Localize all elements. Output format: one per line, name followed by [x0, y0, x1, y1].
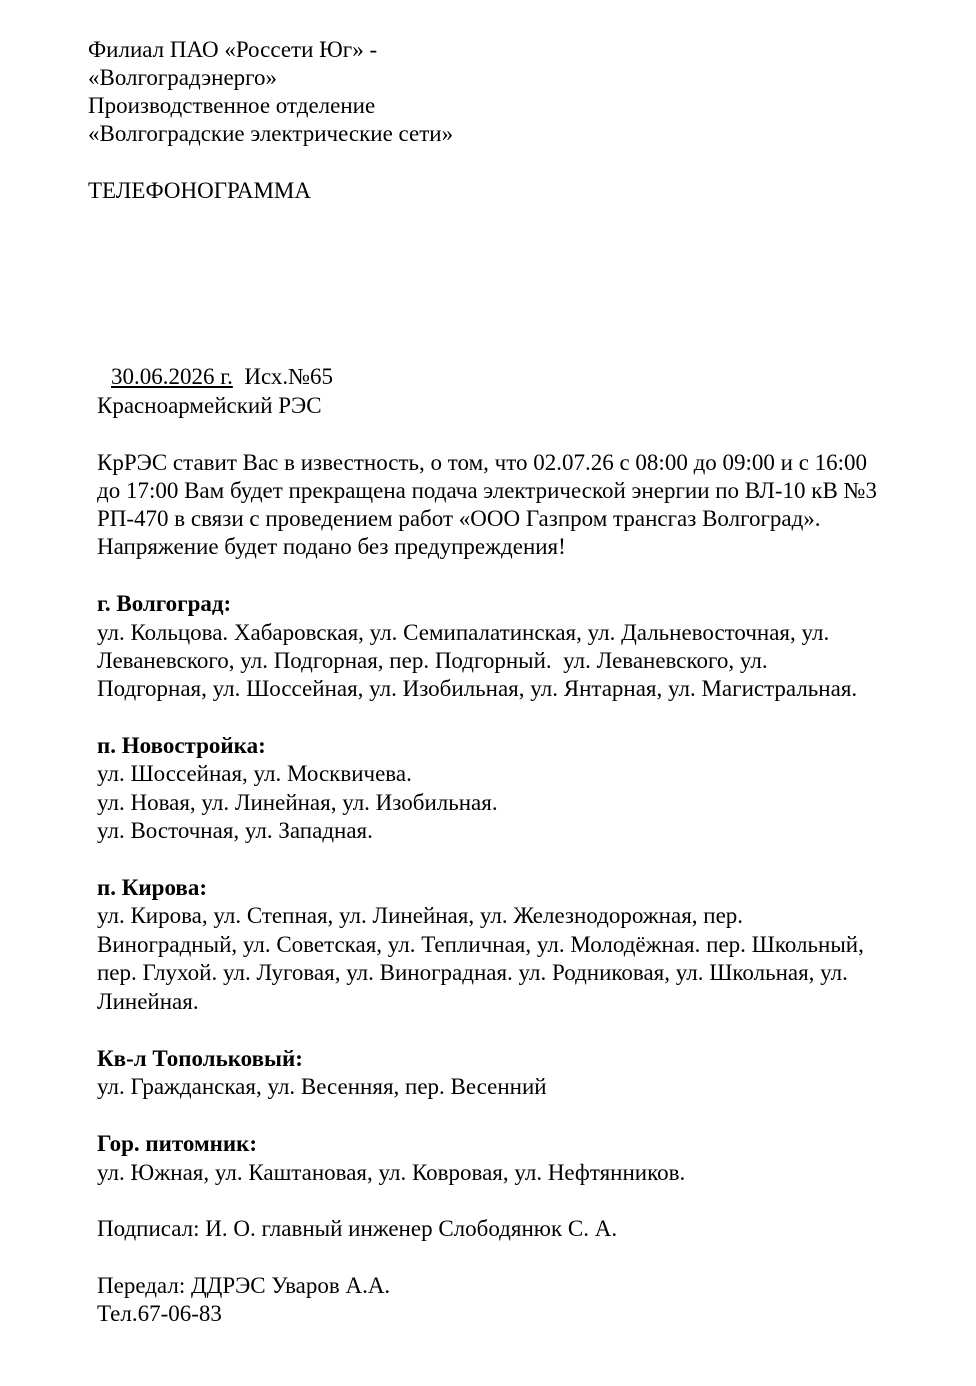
street-list-line: Леваневского, ул. Подгорная, пер. Подгорный. ул. Леваневского, ул.	[97, 648, 768, 673]
org-line-2: «Волгоградэнерго»	[88, 65, 278, 90]
street-list-line: Линейная.	[97, 989, 199, 1014]
org-line-3: Производственное отделение	[88, 93, 376, 118]
section-title-volgograd: г. Волгоград:	[97, 591, 232, 616]
signature-line: Подписал: И. О. главный инженер Слободянюк С. А.	[97, 1216, 618, 1241]
section-title-topolkovy: Кв-л Топольковый:	[97, 1046, 303, 1071]
sender-line: Передал: ДДРЭС Уваров А.А.	[97, 1273, 391, 1298]
street-list-line: Подгорная, ул. Шоссейная, ул. Изобильная, ул. Янтарная, ул. Магистральная.	[97, 676, 858, 701]
org-line-4: «Волгоградские электрические сети»	[88, 121, 454, 146]
street-list-line: ул. Южная, ул. Каштановая, ул. Ковровая, ул. Нефтянников.	[97, 1160, 686, 1185]
street-list-line: ул. Шоссейная, ул. Москвичева.	[97, 761, 412, 786]
recipient: Красноармейский РЭС	[97, 393, 322, 418]
section-title-novostroyka: п. Новостройка:	[97, 733, 266, 758]
message-line: РП-470 в связи с проведением работ «ООО Газпром трансгаз Волгоград».	[97, 506, 821, 531]
section-title-kirova: п. Кирова:	[97, 875, 207, 900]
document-type: ТЕЛЕФОНОГРАММА	[88, 178, 311, 203]
document-date: 30.06.2026 г.	[111, 364, 233, 389]
phone-line: Тел.67-06-83	[97, 1301, 222, 1326]
message-line: Напряжение будет подано без предупреждения!	[97, 534, 566, 559]
street-list-line: ул. Восточная, ул. Западная.	[97, 818, 373, 843]
street-list-line: ул. Кольцова. Хабаровская, ул. Семипалатинская, ул. Дальневосточная, ул.	[97, 620, 830, 645]
street-list-line: Виноградный, ул. Советская, ул. Тепличная, ул. Молодёжная. пер. Школьный,	[97, 932, 864, 957]
document-number: Исх.№65	[244, 364, 334, 389]
org-line-1: Филиал ПАО «Россети Юг» -	[88, 37, 378, 62]
street-list-line: пер. Глухой. ул. Луговая, ул. Виноградная. ул. Родниковая, ул. Школьная, ул.	[97, 960, 848, 985]
message-line: до 17:00 Вам будет прекращена подача электрической энергии по ВЛ-10 кВ №3	[97, 478, 877, 503]
message-line: КрРЭС ставит Вас в известность, о том, что 02.07.26 с 08:00 до 09:00 и с 16:00	[97, 450, 868, 475]
street-list-line: ул. Кирова, ул. Степная, ул. Линейная, ул. Железнодорожная, пер.	[97, 903, 744, 928]
section-title-pitomnik: Гор. питомник:	[97, 1131, 258, 1156]
street-list-line: ул. Гражданская, ул. Весенняя, пер. Весенний	[97, 1074, 547, 1099]
street-list-line: ул. Новая, ул. Линейная, ул. Изобильная.	[97, 790, 498, 815]
